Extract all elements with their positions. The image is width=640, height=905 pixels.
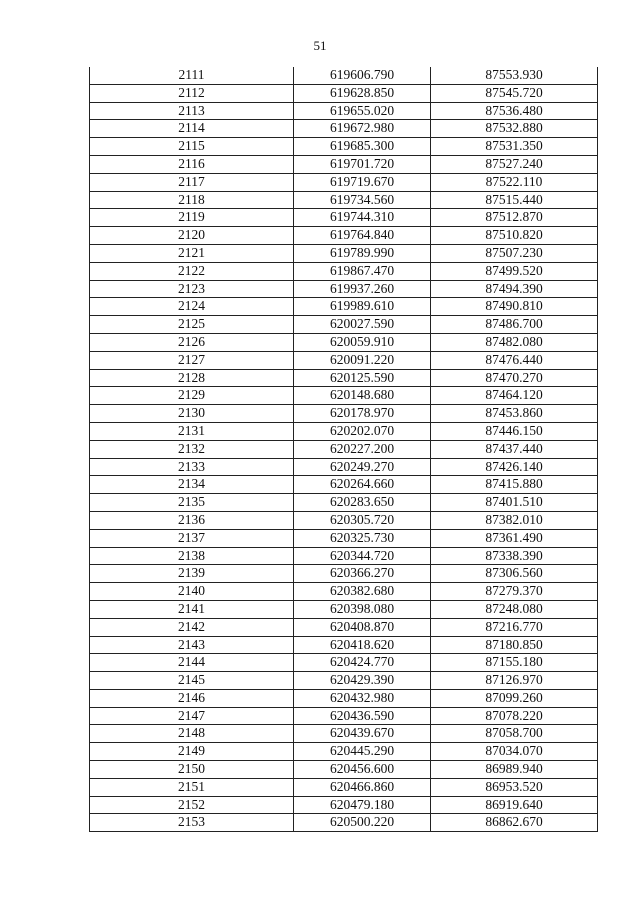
y-coordinate-cell: 87553.930 — [431, 67, 598, 84]
y-coordinate-cell: 87401.510 — [431, 494, 598, 512]
x-coordinate-cell: 620439.670 — [294, 725, 431, 743]
table-row — [90, 547, 598, 565]
y-coordinate-cell: 86862.670 — [431, 814, 598, 832]
table-row — [90, 351, 598, 369]
table-row — [90, 138, 598, 156]
table-row — [90, 814, 598, 832]
point-number-cell: 2128 — [90, 369, 294, 387]
point-number-cell: 2114 — [90, 120, 294, 138]
y-coordinate-cell: 87464.120 — [431, 387, 598, 405]
point-number-cell: 2132 — [90, 440, 294, 458]
x-coordinate-cell: 620445.290 — [294, 743, 431, 761]
x-coordinate-cell: 619764.840 — [294, 227, 431, 245]
point-number-cell: 2139 — [90, 565, 294, 583]
y-coordinate-cell: 87486.700 — [431, 316, 598, 334]
point-number-cell: 2141 — [90, 600, 294, 618]
table-row — [90, 405, 598, 423]
x-coordinate-cell: 619701.720 — [294, 155, 431, 173]
y-coordinate-cell: 87361.490 — [431, 529, 598, 547]
table-row — [90, 280, 598, 298]
point-number-cell: 2123 — [90, 280, 294, 298]
x-coordinate-cell: 620202.070 — [294, 422, 431, 440]
table-row — [90, 618, 598, 636]
table-row — [90, 529, 598, 547]
y-coordinate-cell: 87507.230 — [431, 244, 598, 262]
table-row — [90, 316, 598, 334]
x-coordinate-cell: 619867.470 — [294, 262, 431, 280]
x-coordinate-cell: 620344.720 — [294, 547, 431, 565]
x-coordinate-cell: 619719.670 — [294, 173, 431, 191]
point-number-cell: 2113 — [90, 102, 294, 120]
y-coordinate-cell: 87248.080 — [431, 600, 598, 618]
point-number-cell: 2117 — [90, 173, 294, 191]
point-number-cell: 2149 — [90, 743, 294, 761]
y-coordinate-cell: 87545.720 — [431, 84, 598, 102]
point-number-cell: 2151 — [90, 778, 294, 796]
x-coordinate-cell: 620227.200 — [294, 440, 431, 458]
point-number-cell: 2138 — [90, 547, 294, 565]
y-coordinate-cell: 87279.370 — [431, 583, 598, 601]
y-coordinate-cell: 86953.520 — [431, 778, 598, 796]
table-row — [90, 102, 598, 120]
y-coordinate-cell: 87531.350 — [431, 138, 598, 156]
table-row — [90, 209, 598, 227]
coordinates-table-body — [90, 67, 598, 832]
point-number-cell: 2112 — [90, 84, 294, 102]
y-coordinate-cell: 86919.640 — [431, 796, 598, 814]
y-coordinate-cell: 87536.480 — [431, 102, 598, 120]
table-row — [90, 761, 598, 779]
table-row — [90, 298, 598, 316]
x-coordinate-cell: 620479.180 — [294, 796, 431, 814]
point-number-cell: 2146 — [90, 689, 294, 707]
point-number-cell: 2125 — [90, 316, 294, 334]
y-coordinate-cell: 87306.560 — [431, 565, 598, 583]
y-coordinate-cell: 87437.440 — [431, 440, 598, 458]
table-row — [90, 84, 598, 102]
point-number-cell: 2152 — [90, 796, 294, 814]
y-coordinate-cell: 87382.010 — [431, 511, 598, 529]
point-number-cell: 2115 — [90, 138, 294, 156]
x-coordinate-cell: 620283.650 — [294, 494, 431, 512]
x-coordinate-cell: 620325.730 — [294, 529, 431, 547]
point-number-cell: 2147 — [90, 707, 294, 725]
x-coordinate-cell: 620424.770 — [294, 654, 431, 672]
table-row — [90, 67, 598, 84]
table-row — [90, 689, 598, 707]
x-coordinate-cell: 619628.850 — [294, 84, 431, 102]
x-coordinate-cell: 620432.980 — [294, 689, 431, 707]
x-coordinate-cell: 619744.310 — [294, 209, 431, 227]
point-number-cell: 2130 — [90, 405, 294, 423]
x-coordinate-cell: 620436.590 — [294, 707, 431, 725]
x-coordinate-cell: 620091.220 — [294, 351, 431, 369]
point-number-cell: 2136 — [90, 511, 294, 529]
y-coordinate-cell: 87522.110 — [431, 173, 598, 191]
y-coordinate-cell: 87482.080 — [431, 333, 598, 351]
x-coordinate-cell: 620429.390 — [294, 672, 431, 690]
y-coordinate-cell: 87510.820 — [431, 227, 598, 245]
point-number-cell: 2134 — [90, 476, 294, 494]
x-coordinate-cell: 619937.260 — [294, 280, 431, 298]
x-coordinate-cell: 620178.970 — [294, 405, 431, 423]
table-row — [90, 227, 598, 245]
table-row — [90, 511, 598, 529]
x-coordinate-cell: 620500.220 — [294, 814, 431, 832]
point-number-cell: 2137 — [90, 529, 294, 547]
point-number-cell: 2126 — [90, 333, 294, 351]
x-coordinate-cell: 620418.620 — [294, 636, 431, 654]
y-coordinate-cell: 87099.260 — [431, 689, 598, 707]
y-coordinate-cell: 87126.970 — [431, 672, 598, 690]
x-coordinate-cell: 620059.910 — [294, 333, 431, 351]
point-number-cell: 2131 — [90, 422, 294, 440]
point-number-cell: 2148 — [90, 725, 294, 743]
y-coordinate-cell: 87078.220 — [431, 707, 598, 725]
table-row — [90, 565, 598, 583]
table-row — [90, 422, 598, 440]
x-coordinate-cell: 619989.610 — [294, 298, 431, 316]
x-coordinate-cell: 619685.300 — [294, 138, 431, 156]
y-coordinate-cell: 87470.270 — [431, 369, 598, 387]
point-number-cell: 2119 — [90, 209, 294, 227]
table-row — [90, 173, 598, 191]
y-coordinate-cell: 87415.880 — [431, 476, 598, 494]
point-number-cell: 2127 — [90, 351, 294, 369]
x-coordinate-cell: 619734.560 — [294, 191, 431, 209]
y-coordinate-cell: 87527.240 — [431, 155, 598, 173]
y-coordinate-cell: 87034.070 — [431, 743, 598, 761]
table-row — [90, 725, 598, 743]
table-row — [90, 191, 598, 209]
x-coordinate-cell: 620027.590 — [294, 316, 431, 334]
x-coordinate-cell: 620456.600 — [294, 761, 431, 779]
point-number-cell: 2124 — [90, 298, 294, 316]
x-coordinate-cell: 619655.020 — [294, 102, 431, 120]
y-coordinate-cell: 87453.860 — [431, 405, 598, 423]
y-coordinate-cell: 87338.390 — [431, 547, 598, 565]
x-coordinate-cell: 619789.990 — [294, 244, 431, 262]
table-row — [90, 743, 598, 761]
y-coordinate-cell: 87426.140 — [431, 458, 598, 476]
table-row — [90, 654, 598, 672]
x-coordinate-cell: 620125.590 — [294, 369, 431, 387]
table-row — [90, 583, 598, 601]
point-number-cell: 2133 — [90, 458, 294, 476]
table-row — [90, 244, 598, 262]
table-row — [90, 262, 598, 280]
y-coordinate-cell: 86989.940 — [431, 761, 598, 779]
point-number-cell: 2150 — [90, 761, 294, 779]
table-row — [90, 796, 598, 814]
table-row — [90, 636, 598, 654]
table-row — [90, 440, 598, 458]
table-row — [90, 369, 598, 387]
x-coordinate-cell: 620408.870 — [294, 618, 431, 636]
table-row — [90, 672, 598, 690]
point-number-cell: 2121 — [90, 244, 294, 262]
y-coordinate-cell: 87512.870 — [431, 209, 598, 227]
point-number-cell: 2144 — [90, 654, 294, 672]
y-coordinate-cell: 87490.810 — [431, 298, 598, 316]
table-row — [90, 458, 598, 476]
x-coordinate-cell: 620366.270 — [294, 565, 431, 583]
y-coordinate-cell: 87532.880 — [431, 120, 598, 138]
y-coordinate-cell: 87058.700 — [431, 725, 598, 743]
y-coordinate-cell: 87494.390 — [431, 280, 598, 298]
point-number-cell: 2143 — [90, 636, 294, 654]
y-coordinate-cell: 87515.440 — [431, 191, 598, 209]
point-number-cell: 2120 — [90, 227, 294, 245]
table-row — [90, 120, 598, 138]
point-number-cell: 2116 — [90, 155, 294, 173]
y-coordinate-cell: 87499.520 — [431, 262, 598, 280]
x-coordinate-cell: 620305.720 — [294, 511, 431, 529]
point-number-cell: 2118 — [90, 191, 294, 209]
table-row — [90, 707, 598, 725]
point-number-cell: 2145 — [90, 672, 294, 690]
point-number-cell: 2153 — [90, 814, 294, 832]
point-number-cell: 2129 — [90, 387, 294, 405]
point-number-cell: 2142 — [90, 618, 294, 636]
x-coordinate-cell: 620466.860 — [294, 778, 431, 796]
x-coordinate-cell: 620382.680 — [294, 583, 431, 601]
table-row — [90, 387, 598, 405]
y-coordinate-cell: 87476.440 — [431, 351, 598, 369]
table-row — [90, 155, 598, 173]
point-number-cell: 2122 — [90, 262, 294, 280]
table-row — [90, 494, 598, 512]
table-row — [90, 600, 598, 618]
x-coordinate-cell: 620398.080 — [294, 600, 431, 618]
point-number-cell: 2140 — [90, 583, 294, 601]
coordinates-table — [89, 67, 598, 832]
page-number: 51 — [313, 38, 327, 53]
point-number-cell: 2135 — [90, 494, 294, 512]
y-coordinate-cell: 87155.180 — [431, 654, 598, 672]
x-coordinate-cell: 620264.660 — [294, 476, 431, 494]
y-coordinate-cell: 87216.770 — [431, 618, 598, 636]
y-coordinate-cell: 87446.150 — [431, 422, 598, 440]
x-coordinate-cell: 620148.680 — [294, 387, 431, 405]
table-row — [90, 333, 598, 351]
table-row — [90, 778, 598, 796]
table-row — [90, 476, 598, 494]
x-coordinate-cell: 619672.980 — [294, 120, 431, 138]
point-number-cell: 2111 — [90, 67, 294, 84]
x-coordinate-cell: 620249.270 — [294, 458, 431, 476]
x-coordinate-cell: 619606.790 — [294, 67, 431, 84]
y-coordinate-cell: 87180.850 — [431, 636, 598, 654]
